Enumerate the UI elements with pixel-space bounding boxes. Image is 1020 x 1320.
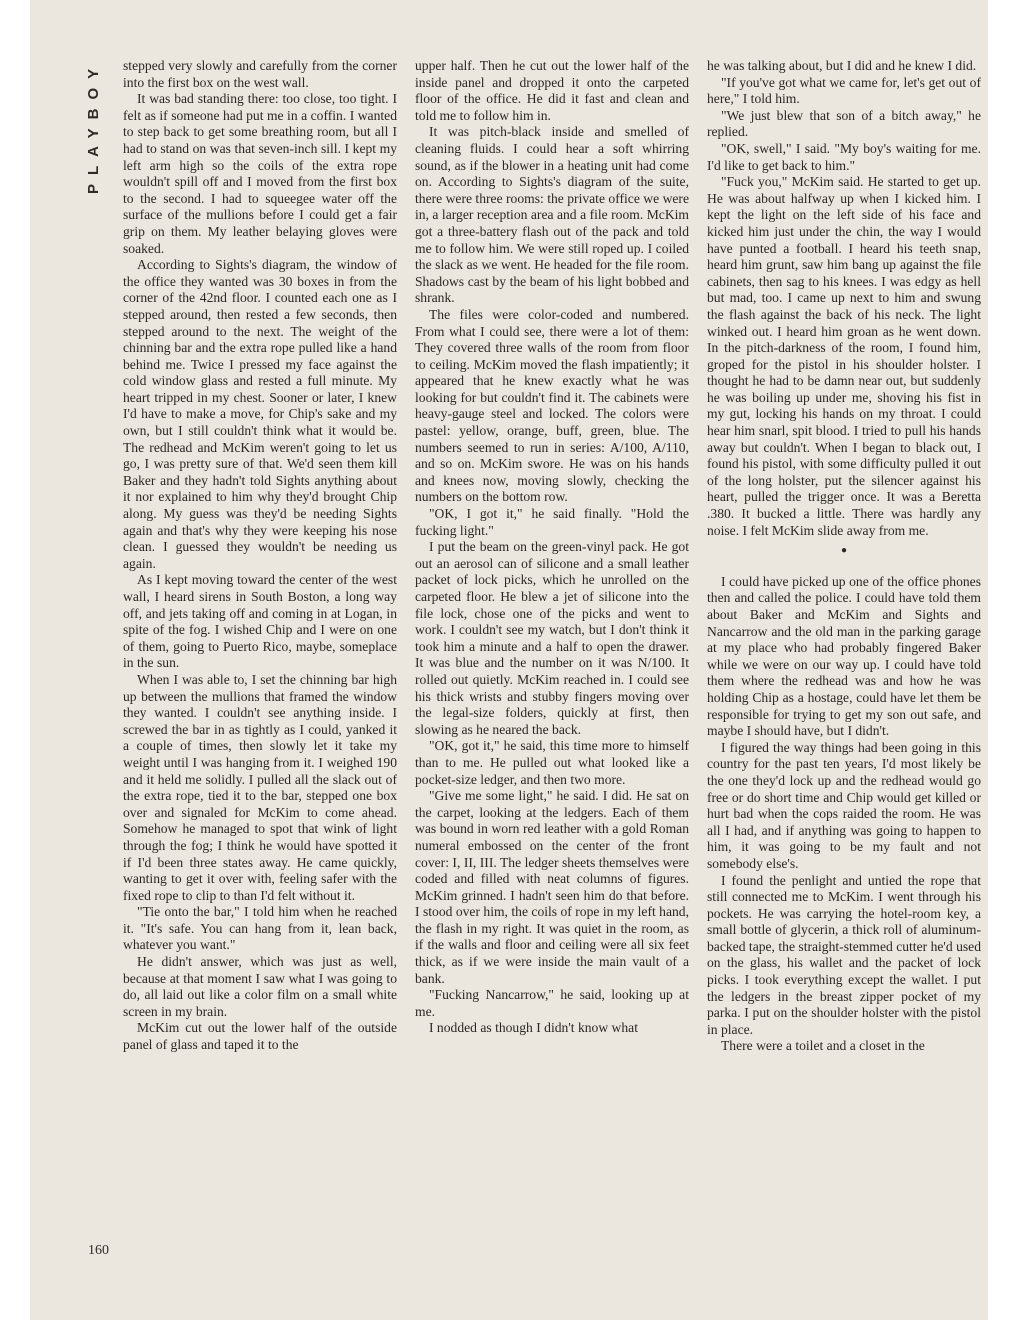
paragraph: When I was able to, I set the chinning bar high up between the mullions that framed the window they wanted. I couldn't see anything inside. I screwed the bar in as tightly as I could, yanked it a couple of times, then slowly let it take my weight until I was hanging from it. I weighed 190 and it held me solidly. I pulled all the slack out of the extra rope, tied it to the bar, stepped one box over and signaled for McKim to come ahead. Somehow he managed to spot that wink of light through the fog; I think he would have spotted it if I'd been three states away. He came quickly, wanting to get it over with, feeling safer with the fixed rope to clip to than I'd felt without it. [123,671,397,903]
page-number: 160 [88,1243,109,1258]
paragraph: "Give me some light," he said. I did. He sat on the carpet, looking at the ledgers. Each of them was bound in worn red leather with a gold Roman numeral embossed on the center of the front cover: I, II, III. The ledger sheets themselves were coded and filled with neat columns of figures. McKim grinned. I hadn't seen him do that before. I stood over him, the coils of rope in my left hand, the flash in my right. It was quiet in the room, as if the walls and floor and ceiling were all six feet thick, as if we were inside the main vault of a bank. [415,788,689,986]
paragraph: I found the penlight and untied the rope that still connected me to McKim. I went through his pockets. He was carrying the hotel-room key, a small bottle of glycerin, a thick roll of aluminum-backed tape, the straight-stemmed cutter he'd used on the glass, his wallet and the packet of lock picks. I took everything except the wallet. I put the ledgers in the breast zipper pocket of my parka. I put on the shoulder holster with the pistol in place. [707,872,981,1037]
paragraph: "OK, I got it," he said finally. "Hold the fucking light." [415,506,689,538]
paragraph: "If you've got what we came for, let's get out of here," I told him. [707,74,981,107]
text-column-3 [707,58,981,1303]
paragraph: "We just blew that son of a bitch away," he replied. [707,107,981,140]
paragraph: "Fucking Nancarrow," he said, looking up at me. [415,987,689,1019]
paragraph: I figured the way things had been going in this country for the past ten years, I'd most likely be the one they'd lock up and the redhead would go free or do short time and Chip would get killed or hurt bad when the cops raided the room. He was all I had, and if anything was going to happen to him, it was going to be my fault and not somebody else's. [707,739,981,871]
paragraph: stepped very slowly and carefully from the corner into the first box on the west wall. [123,58,397,90]
paragraph: "Fuck you," McKim said. He started to get up. He was about halfway up when I kicked him. I kept the light on the left side of his face and kicked him just under the chin, the way I would have punted a football. I heard his teeth snap, heard him grunt, saw him bang up against the file cabinets, then sag to his knees. I was edgy as hell but mad, too. I came up next to him and swung the flash against the back of his neck. The light winked out. I heard him groan as he went down. In the pitch-darkness of the room, I found him, groped for the pistol in his shoulder holster. I thought he had to be damn near out, but suddenly he was boiling up under me, shoving his fist in my gut, locking his hands on my throat. I could hear him snarl, spit blood. I tried to pull his hands away but couldn't. When I began to black out, I found his pistol, with some difficulty pulled it out of the long holster, put the silencer against his heart, pulled the trigger once. It was a Beretta .380. It bucked a little. There was hardly any noise. I felt McKim slide away from me. [707,174,981,538]
paragraph: McKim cut out the lower half of the outside panel of glass and taped it to the [123,1020,397,1053]
paragraph: There were a toilet and a closet in the [721,1038,925,1054]
paragraph: It was pitch-black inside and smelled of cleaning fluids. I could hear a soft whirring sound, as if the blower in a heating unit had come on. According to Sights's diagram of the suite, there were three rooms: the private office we were in, a larger reception area and a file room. McKim got a three-battery flash out of the pack and told me to follow him. We were still roped up. I coiled the slack as we went. He headed for the file room. Shadows cast by the beam of his light bobbed and shrank. [415,124,689,306]
paragraph: "OK, got it," he said, this time more to himself than to me. He pulled out what looked like a pocket-size ledger, and then two more. [415,738,689,787]
magazine-page [30,0,988,1320]
paragraph: According to Sights's diagram, the window of the office they wanted was 30 boxes in from the corner of the 42nd floor. I counted each one as I stepped around, then rested a few seconds, then stepped around to the next. The weight of the chinning bar and the extra rope pulled like a hand behind me. Twice I pressed my face against the cold window glass and rested a full minute. My heart tripped in my chest. Sooner or later, I knew I'd have to make a move, for Chip's sake and my own, but I still couldn't think what it would be. The redhead and McKim weren't going to let us go, I was pretty sure of that. We'd seen them kill Baker and they hadn't told Sights anything about it nor explained to him why they'd brought Chip along. My guess was they'd be needing Sights again and that's why they were keeping his nose clean. I guessed they wouldn't be needing us again. [123,257,397,571]
paragraph: "Tie onto the bar," I told him when he reached it. "It's safe. You can hang from it, lean back, whatever you want." [123,904,397,953]
paragraph: I put the beam on the green-vinyl pack. He got out an aerosol can of silicone and a small leather packet of lock picks, which he unrolled on the carpeted floor. He blew a jet of silicone into the file lock, chose one of the picks and went to work. I couldn't see my watch, but I don't think it took him a minute and a half to open the drawer. It was blue and the number on it was N/100. It rolled out quietly. McKim reached in. I could see his thick wrists and stubby fingers moving over the legal-size folders, quickly at first, then slowing as he neared the back. [415,539,689,737]
paragraph: "OK, swell," I said. "My boy's waiting for me. I'd like to get back to him." [707,140,981,173]
paragraph: he was talking about, but I did and he knew I did. [707,58,977,73]
masthead: PLAYBOY [85,60,102,195]
paragraph: upper half. Then he cut out the lower half of the inside panel and dropped it onto the carpeted floor of the office. He did it fast and clean and told me to follow him in. [415,58,689,123]
paragraph: The files were color-coded and numbered. From what I could see, there were a lot of them: They covered three walls of the room from floor to ceiling. McKim moved the flash impatiently; it appeared that he knew exactly what he was looking for but couldn't find it. The cabinets were heavy-gauge steel and locked. The colors were pastel: yellow, orange, buff, green, blue. The numbers seemed to run in series: A/100, A/110, and so on. McKim swore. He was on his hands and knees now, moving slowly, checking the numbers on the bottom row. [415,306,689,505]
paragraph: He didn't answer, which was just as well, because at that moment I saw what I was going to do, all laid out like a color film on a small white screen in my brain. [123,954,397,1019]
section-break-bullet: ● [840,545,848,557]
text-column-2 [415,58,689,1303]
text-column-1 [123,58,397,1303]
paragraph: I could have picked up one of the office phones then and called the police. I could have told them about Baker and McKim and Sights and Nancarrow and the old man in the parking garage at my place who had probably fingered Baker while we were on our way up. I could have told them where the redhead was and how he was holding Chip as a hostage, could have let them be responsible for trying to get my son out safe, and maybe I should have, but I didn't. [707,573,981,739]
paragraph: As I kept moving toward the center of the west wall, I heard sirens in South Boston, a long way off, and jets taking off and coming in at Logan, in spite of the fog. I wished Chip and I were on one of them, going to Puerto Rico, maybe, someplace in the sun. [123,572,397,671]
paragraph: It was bad standing there: too close, too tight. I felt as if someone had put me in a coffin. I wanted to step back to get some breathing room, but all I had to stand on was that seven-inch sill. I kept my left arm high so the coils of the extra rope wouldn't spill off and I moved from the first box to the second. I had to squeegee water off the surface of the mullions before I could get a fair grip on them. My leather belaying gloves were soaked. [123,91,397,256]
paragraph: I nodded as though I didn't know what [429,1020,638,1036]
